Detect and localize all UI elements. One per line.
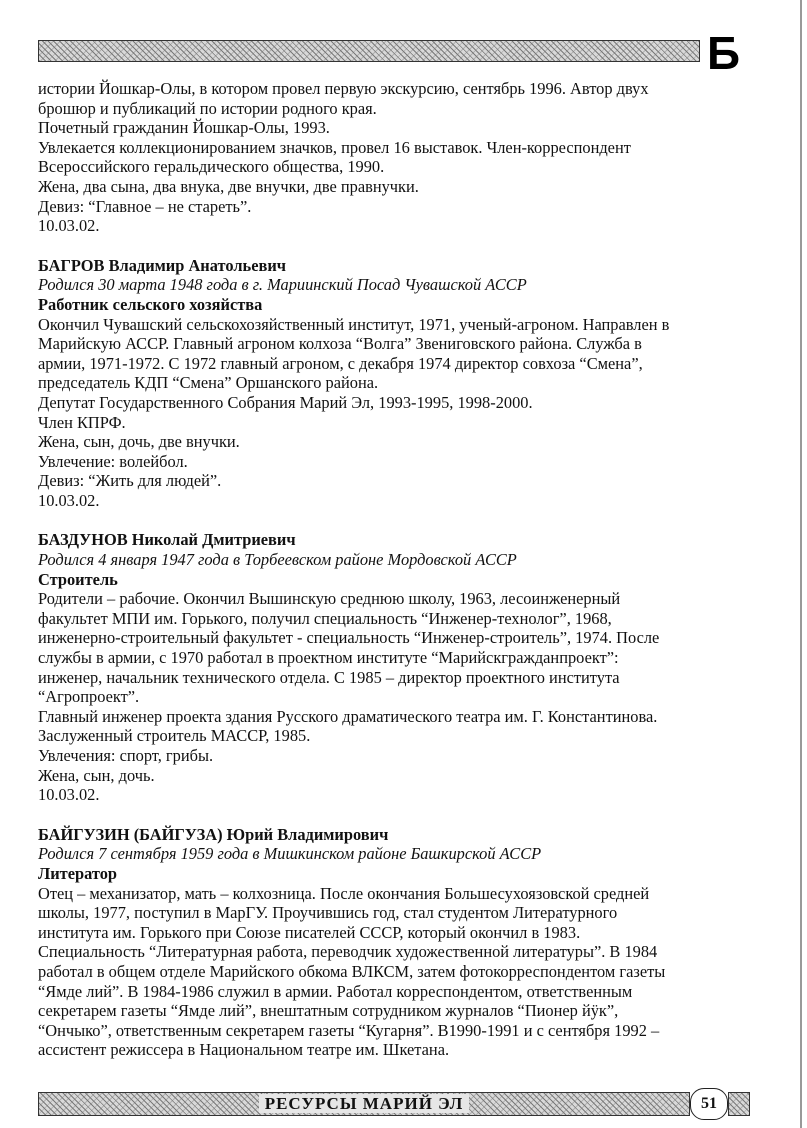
bio-line: 10.03.02. <box>38 490 100 510</box>
intro-line: Всероссийского геральдического общества, 1990. <box>38 157 385 177</box>
intro-line: истории Йошкар-Олы, в котором провел первую экскурсию, сентябрь 1996. Автор двух <box>38 79 649 98</box>
bio-line: “Агропроект”. <box>38 687 140 707</box>
person-name: БАЗДУНОВ Николай Дмитриевич <box>38 530 296 550</box>
bio-line: работал в общем отделе Марийского обкома ВЛКСМ, затем фотокорреспондентом газеты <box>38 961 666 981</box>
occupation: Работник сельского хозяйства <box>38 294 263 314</box>
biography-entry <box>38 256 750 511</box>
occupation: Литератор <box>38 863 118 883</box>
bio-line: службы в армии, с 1970 работал в проектном институте “Марийскгражданпроект”: <box>38 648 619 668</box>
bio-line: Отец – механизатор, мать – колхозница. После окончания Большесухоязовской средней <box>38 883 650 903</box>
bio-line: ассистент режиссера в Национальном театре им. Шкетана. <box>38 1040 450 1060</box>
bio-line: Родители – рабочие. Окончил Вышинскую среднюю школу, 1963, лесоинженерный <box>38 589 621 609</box>
bio-line: Специальность “Литературная работа, переводчик художественной литературы”. В 1984 <box>38 942 658 962</box>
intro-line: Жена, два сына, два внука, две внучки, две правнучки. <box>38 176 419 196</box>
bio-line: инженерно-строительный факультет - специальность “Инженер-строитель”, 1974. После <box>38 628 660 648</box>
bio-line: Заслуженный строитель МАССР, 1985. <box>38 726 311 746</box>
spacer <box>38 805 750 825</box>
footer-decorative-tail <box>728 1092 750 1116</box>
footer-title-wrap <box>39 1093 689 1115</box>
bio-line: факультет МПИ им. Горького, получил специальность “Инженер-технолог”, 1968, <box>38 608 612 628</box>
bio-line: секретарем газеты “Ямде лий”, внештатным сотрудником журналов “Пионер йӱк”, <box>38 1001 619 1021</box>
spacer <box>38 236 750 256</box>
spacer <box>38 510 750 530</box>
bio-line: 10.03.02. <box>38 785 100 805</box>
birth-info: Родился 7 сентября 1959 года в Мишкинском районе Башкирской АССР <box>38 844 542 864</box>
bio-line: Увлечения: спорт, грибы. <box>38 746 214 765</box>
bio-line: инженер, начальник технического отдела. С 1985 – директор проектного института <box>38 667 620 687</box>
intro-block <box>38 79 750 236</box>
intro-line: Почетный гражданин Йошкар-Олы, 1993. <box>38 118 330 138</box>
bio-line: школы, 1977, поступил в МарГУ. Проучившись год, стал студентом Литературного <box>38 903 618 923</box>
page-number: 51 <box>690 1088 728 1120</box>
section-letter: Б <box>707 27 741 79</box>
person-name: БАЙГУЗИН (БАЙГУЗА) Юрий Владимирович <box>38 824 389 844</box>
bio-line: Член КПРФ. <box>38 412 126 432</box>
bio-line: “Ямде лий”. В 1984-1986 служил в армии. Работал корреспондентом, ответственным <box>38 981 633 1001</box>
biography-entry <box>38 530 750 804</box>
person-name: БАГРОВ Владимир Анатольевич <box>38 255 287 275</box>
bio-line: армии, 1971-1972. С 1972 главный агроном, с декабря 1974 директор совхоза “Смена”, <box>38 353 643 373</box>
page-content <box>38 79 750 1060</box>
birth-info: Родился 4 января 1947 года в Торбеевском районе Мордовской АССР <box>38 550 517 570</box>
biography-entry <box>38 825 750 1060</box>
occupation: Строитель <box>38 569 118 589</box>
bio-line: председатель КДП “Смена” Оршанского района. <box>38 373 379 393</box>
bio-line: Марийскую АССР. Главный агроном колхоза “Волга” Звениговского района. Служба в <box>38 334 642 354</box>
birth-info: Родился 30 марта 1948 года в г. Мариинский Посад Чувашской АССР <box>38 275 527 295</box>
bio-line: Жена, сын, дочь. <box>38 765 155 785</box>
bio-line: Депутат Государственного Собрания Марий Эл, 1993-1995, 1998-2000. <box>38 392 533 412</box>
bio-line: института им. Горького при Союзе писателей СССР, который окончил в 1983. <box>38 922 581 942</box>
intro-line: брошюр и публикаций по истории родного края. <box>38 98 377 118</box>
intro-line: 10.03.02. <box>38 216 100 236</box>
header-decorative-band <box>38 40 700 62</box>
bio-line: Главный инженер проекта здания Русского драматического театра им. Г. Константинова. <box>38 706 658 726</box>
footer-decorative-band <box>38 1092 690 1116</box>
intro-line: Девиз: “Главное – не стареть”. <box>38 196 252 216</box>
footer-title: РЕСУРСЫ МАРИЙ ЭЛ <box>259 1094 470 1113</box>
bio-line: Жена, сын, дочь, две внучки. <box>38 432 240 452</box>
intro-line: Увлекается коллекционированием значков, провел 16 выставок. Член-корреспондент <box>38 137 631 157</box>
bio-line: Окончил Чувашский сельскохозяйственный институт, 1971, ученый-агроном. Направлен в <box>38 314 670 334</box>
page-edge-line <box>800 0 802 1128</box>
bio-line: Девиз: “Жить для людей”. <box>38 471 222 491</box>
bio-line: Увлечение: волейбол. <box>38 451 188 471</box>
bio-line: “Ончыко”, ответственным секретарем газеты “Кугарня”. В1990-1991 и с сентября 1992 – <box>38 1020 660 1040</box>
